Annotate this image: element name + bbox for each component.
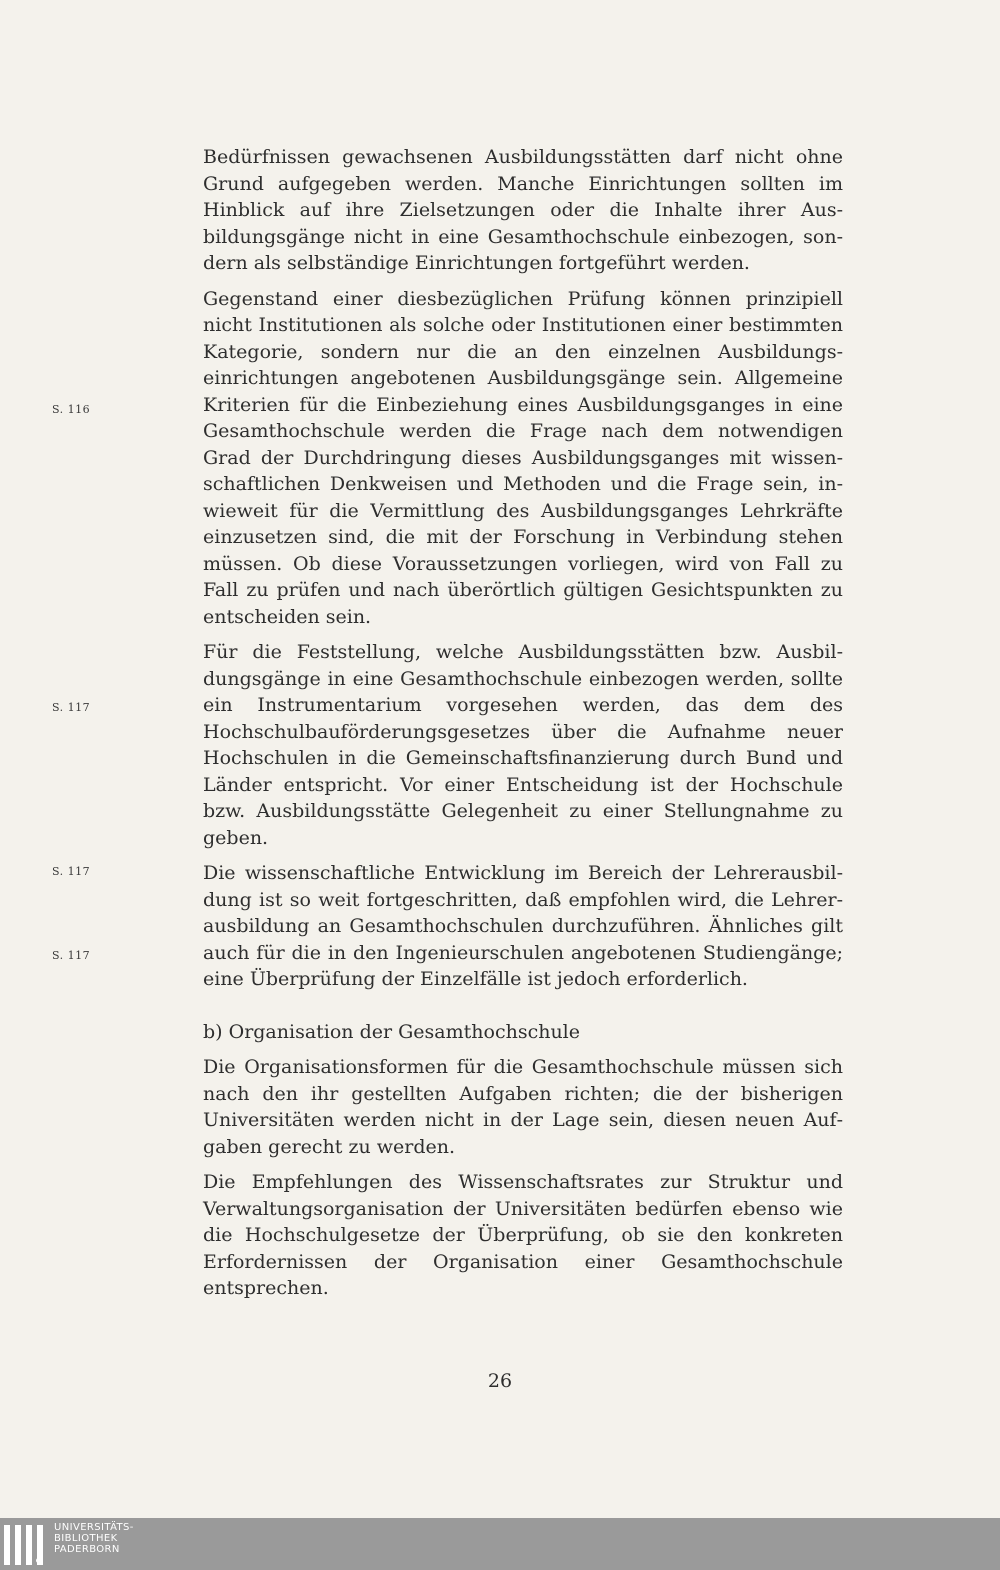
paragraph-1: Bedürfnissen gewachsenen Ausbildungsstätten darf nicht ohne Grund aufgegeben werden. Manche Einrichtungen sollten im Hinblick auf ihre Zielsetzungen oder die Inhalte ihrer Ausbildungsgänge nicht in eine Gesamthochschule einbezogen, sondern als selbständige Einrichtungen fortgeführt werden. (203, 146, 843, 274)
margin-note-3: S. 117 (52, 865, 91, 878)
paragraph-2: Gegenstand einer diesbezüglichen Prüfung können prinzipiell nicht Institutionen als solche oder Institutionen einer bestimmten Kategorie, sondern nur die an den einzelnen Ausbildungseinrichtungen angebotenen Ausbildungsgänge sein. Allgemeine Kriterien für die Einbeziehung eines Ausbildungsganges in eine Gesamthochschule werden die Frage nach dem notwendigen Grad der Durchdringung dieses Ausbildungsganges mit wissenschaftlichen Denkweisen und Methoden und die Frage sein, inwieweit für die Vermittlung des Ausbildungsganges Lehrkräfte einzusetzen sind, die mit der Forschung in Verbindung stehen müssen. Ob diese Voraussetzungen vorliegen, wird von Fall zu Fall zu prüfen und nach überörtlich gültigen Gesichtspunkten zu entscheiden sein. (203, 287, 843, 628)
library-label-line-3: PADERBORN (54, 1544, 120, 1555)
margin-note-1: S. 116 (52, 403, 91, 416)
paragraph-5: Die Organisationsformen für die Gesamthochschule müssen sich nach den ihr gestellten Aufgaben richten; die der bisherigen Universitäten werden nicht in der Lage sein, diesen neuen Aufgaben gerecht zu werden. (203, 1056, 843, 1158)
library-footer (0, 1518, 1000, 1570)
logo-dot-icon (36, 1558, 41, 1563)
margin-note-4: S. 117 (52, 949, 91, 962)
paragraph-4: Die wissenschaftliche Entwicklung im Bereich der Lehrerausbildung ist so weit fortgeschritten, daß empfohlen wird, die Lehrerausbildung an Gesamthochschulen durchzuführen. Ähnliches gilt auch für die in den Ingenieurschulen angebotenen Studiengänge; eine Überprüfung der Einzelfälle ist jedoch erforderlich. (203, 862, 843, 990)
library-label-line-1: UNIVERSITÄTS- (54, 1522, 134, 1533)
section-heading: b) Organisation der Gesamthochschule (203, 1020, 581, 1043)
margin-note-2: S. 117 (52, 701, 91, 714)
page-number: 26 (487, 1370, 513, 1392)
paragraph-6: Die Empfehlungen des Wissenschaftsrates zur Struktur und Verwaltungsorganisation der Universitäten bedürfen ebenso wie die Hochschulgesetze der Überprüfung, ob sie den konkreten Erfordernissen der Organisation einer Gesamthochschule entsprechen. (203, 1171, 843, 1299)
library-label (54, 1522, 134, 1555)
paragraph-3: Für die Feststellung, welche Ausbildungsstätten bzw. Ausbildungsgänge in eine Gesamthochschule einbezogen werden, sollte ein Instrumentarium vorgesehen werden, das dem des Hochschulbauförderungsgesetzes über die Aufnahme neuer Hochschulen in die Gemeinschaftsfinanzierung durch Bund und Länder entspricht. Vor einer Entscheidung ist der Hochschule bzw. Ausbildungsstätte Gelegenheit zu einer Stellungnahme zu geben. (203, 641, 843, 849)
body-text (203, 144, 843, 1311)
library-label-line-2: BIBLIOTHEK (54, 1533, 118, 1544)
